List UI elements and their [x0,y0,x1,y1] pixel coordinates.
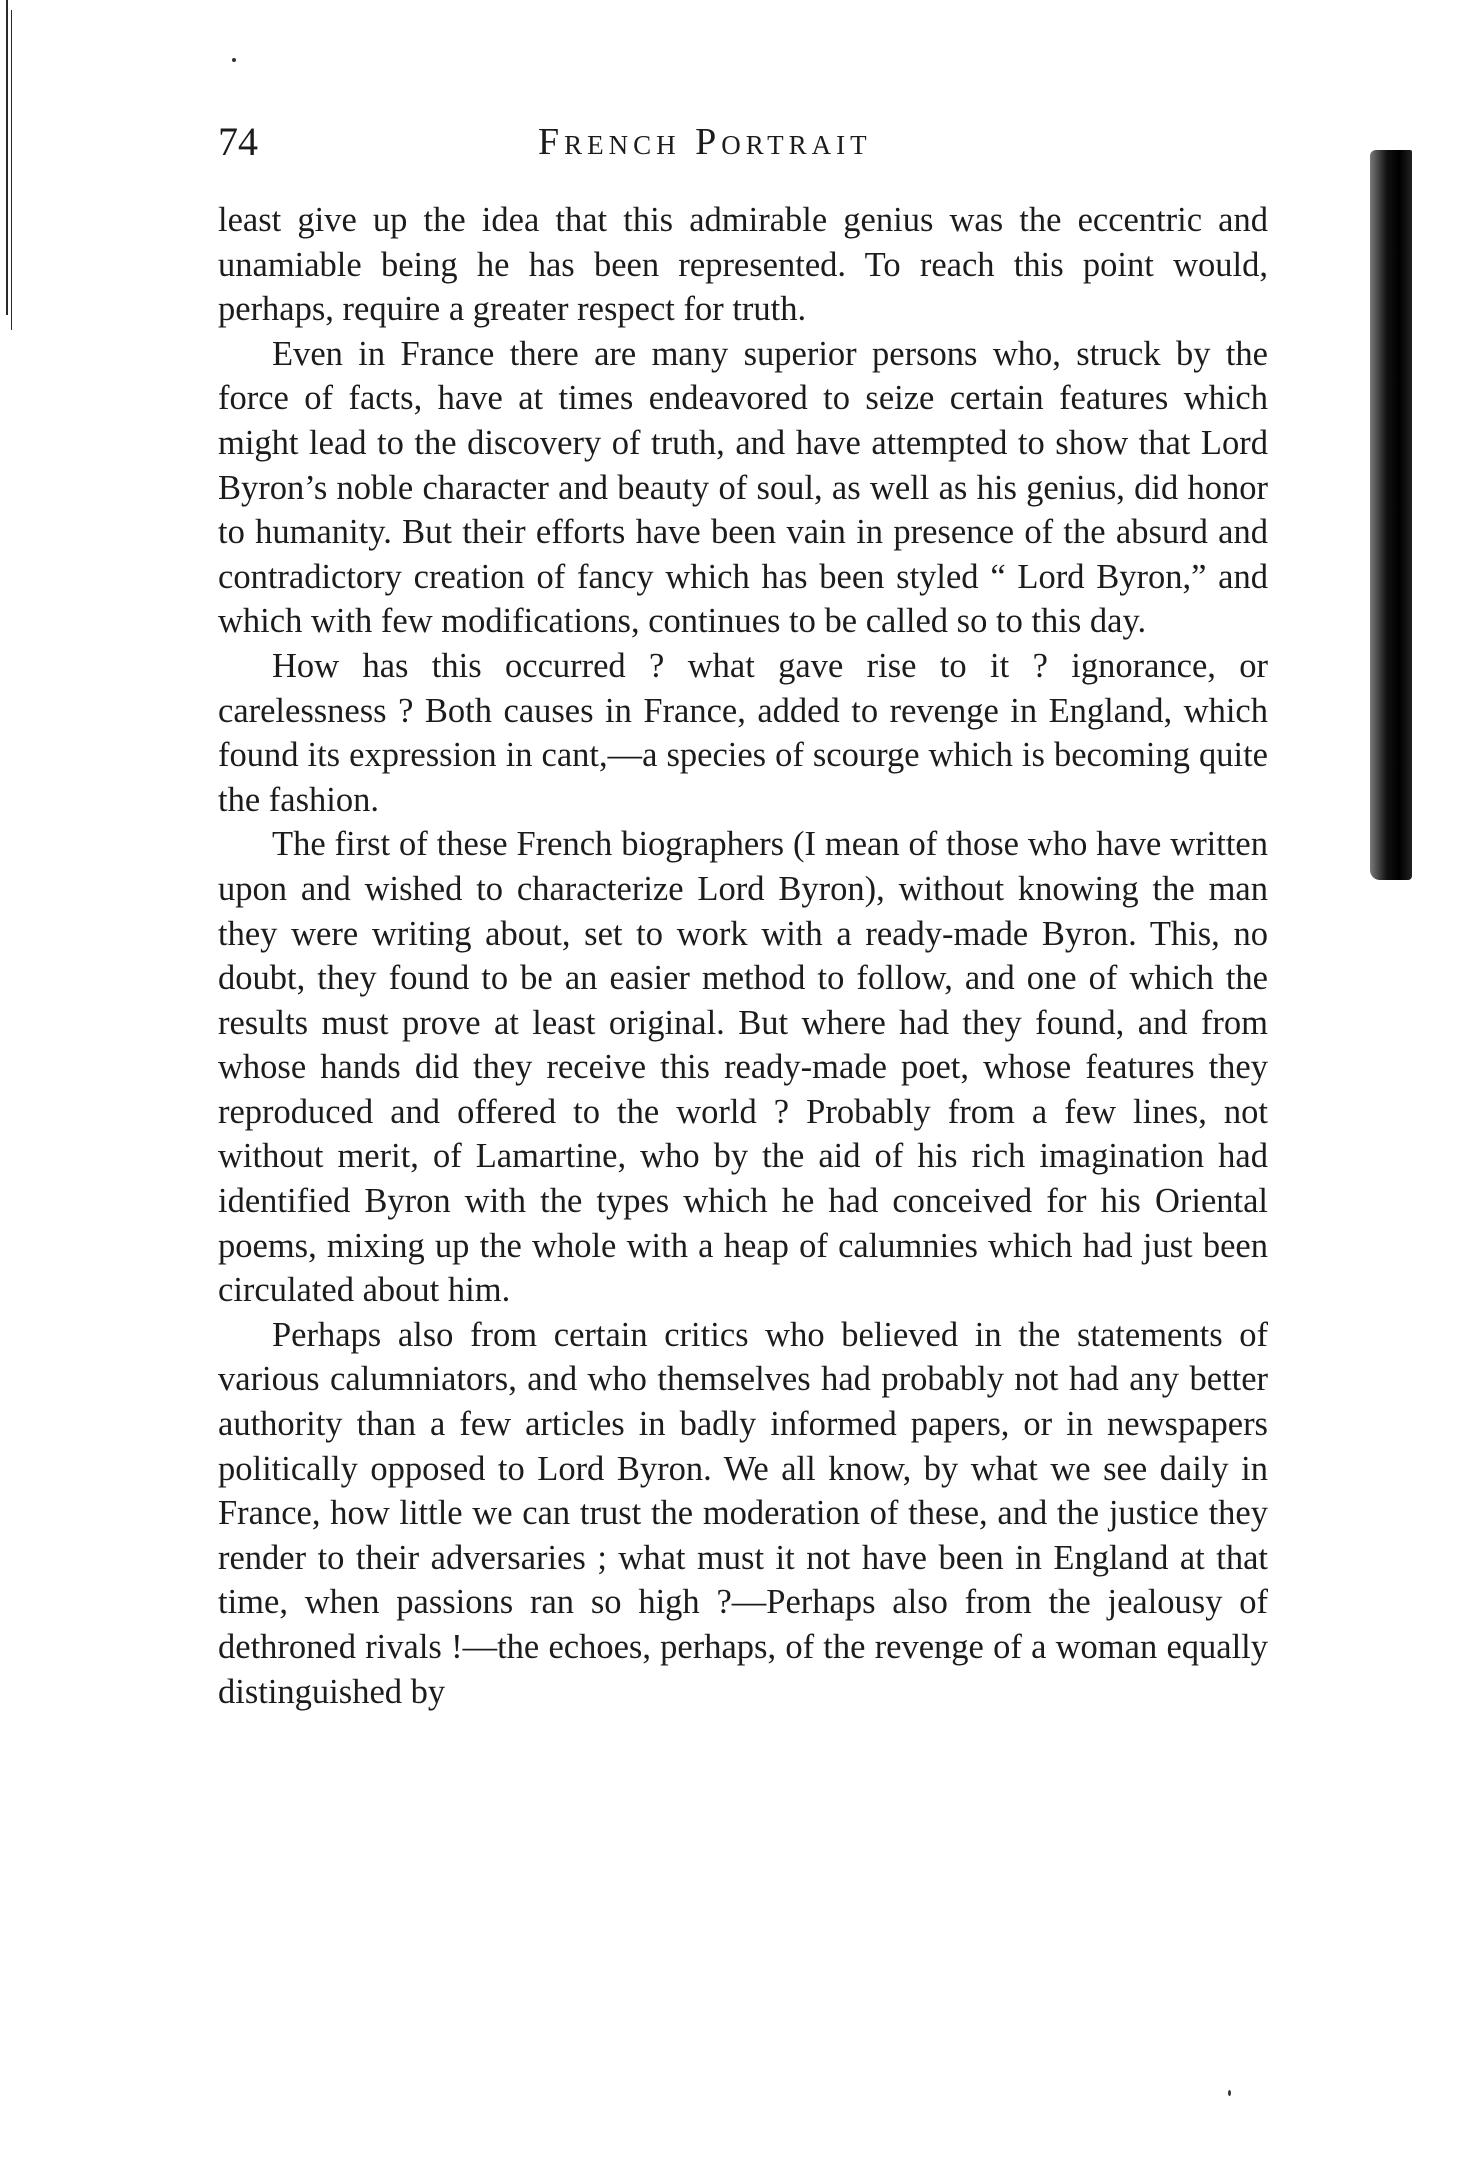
scan-speck [232,58,236,62]
paragraph: The first of these French biographers (I mean of those who have written upon and wished to characterize Lord Byron), without knowing the man they were writing about, set to work with a ready-made Byron. This, no doubt, they found to be an easier method to follow, and one of which the results must prove at least original. But where had they found, and from whose hands did they receive this ready-made poet, whose features they reproduced and offered to the world ? Probably from a few lines, not without merit, of Lamartine, who by the aid of his rich imagination had identified Byron with the types which he had conceived for his Oriental poems, mixing up the whole with a heap of calumnies which had just been circulated about him. [218,825,1268,1310]
scan-speck [1228,2090,1231,2096]
paragraph: How has this occurred ? what gave rise to it ? ignorance, or carelessness ? Both causes in France, added to revenge in England, which found its expression in cant,—a species of scourge which is becoming quite the fashion. [218,646,1268,819]
paragraph: least give up the idea that this admirable genius was the eccentric and unamiable being he has been represented. To reach this point would, perhaps, require a greater respect for truth. [218,201,1268,329]
paragraph: Perhaps also from certain critics who believed in the statements of various calumniators, and who themselves had probably not had any better authority than a few articles in badly informed papers, or in newspapers politically opposed to Lord Byron. We all know, by what we see daily in France, how little we can trust the moderation of these, and the justice they render to their adversaries ; what must it not have been in England at that time, when passions ran so high ?—Perhaps also from the jealousy of dethroned rivals !—the echoes, perhaps, of the revenge of a woman equally distinguished by [218,1315,1268,1711]
page-number: 74 [218,119,258,164]
running-head: French Portrait [538,121,872,163]
page-header [218,118,1268,178]
body-text [218,198,1268,1714]
paragraph: Even in France there are many superior persons who, struck by the force of facts, have at times endeavored to seize certain features which might lead to the discovery of truth, and have attempted to show that Lord Byron’s noble character and beauty of soul, as well as his genius, did honor to humanity. But their efforts have been vain in presence of the absurd and contradictory creation of fancy which has been styled “ Lord Byron,” and which with few modifications, continues to be called so to this day. [218,334,1268,641]
scan-edge-shadow [1370,150,1412,880]
binding-edge-line [11,10,12,330]
binding-edge-line [6,0,8,315]
